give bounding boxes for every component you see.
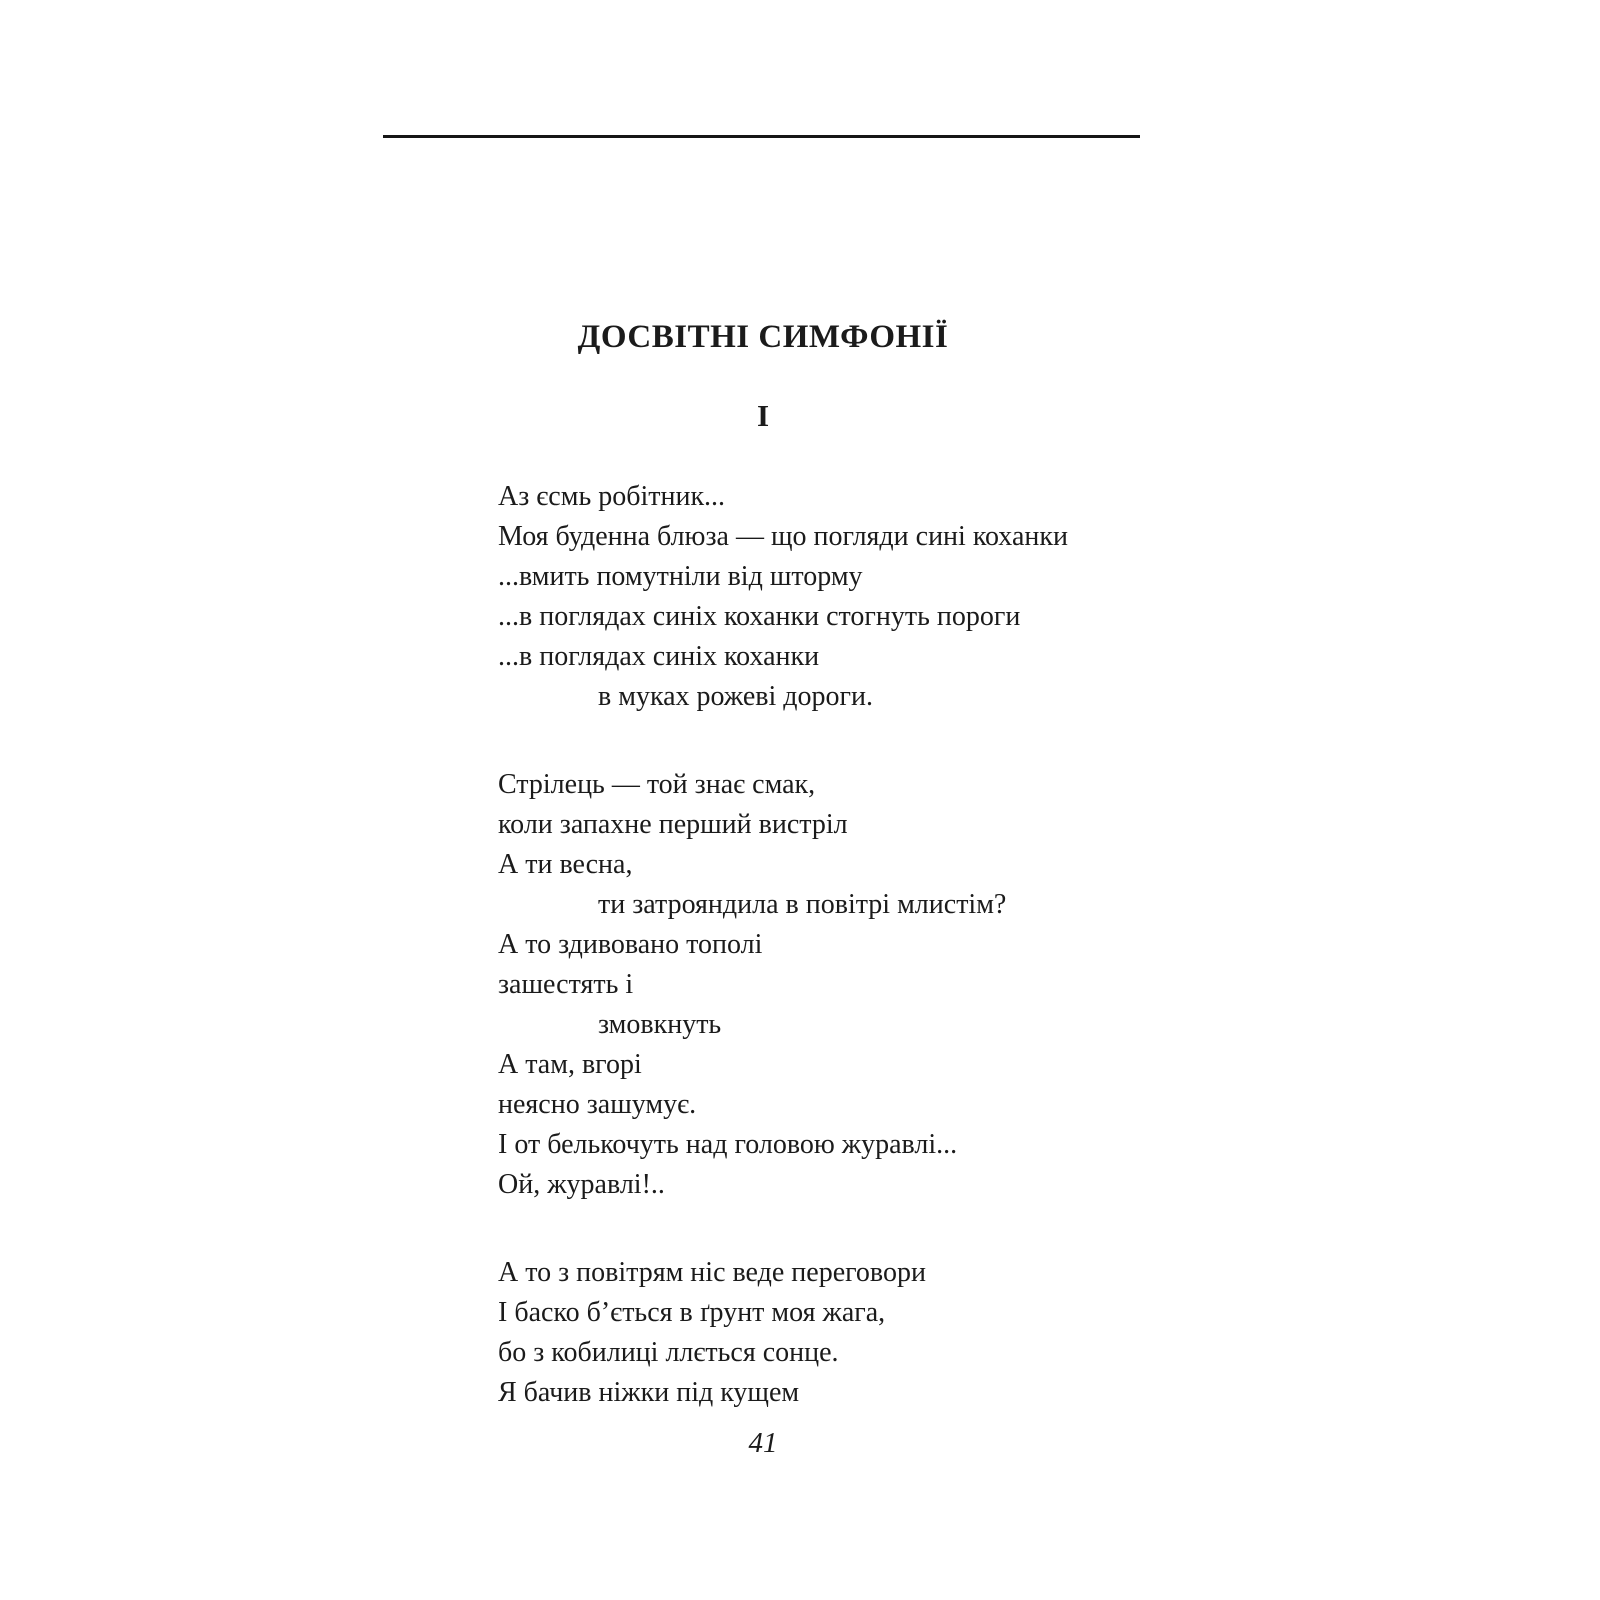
poem-title: ДОСВІТНІ СИМФОНІЇ <box>577 319 949 355</box>
poem-line: ти затрояндила в повітрі млистім? <box>598 889 1007 920</box>
poem-line: І баско б’ється в ґрунт моя жага, <box>498 1297 886 1328</box>
poem-line: змовкнуть <box>598 1009 722 1040</box>
poem-line: ...в поглядах синіх коханки стогнуть пороги <box>498 601 1021 632</box>
page-number: 41 <box>748 1427 778 1459</box>
poem-line: І от белькочуть над головою журавлі... <box>498 1129 958 1160</box>
poem-line: Стрілець — той знає смак, <box>498 769 816 800</box>
poem-line: А то з повітрям ніс веде переговори <box>498 1257 926 1288</box>
poem-line: Ой, журавлі!.. <box>498 1169 665 1200</box>
poem-line: неясно зашумує. <box>498 1089 697 1120</box>
poem-line: А то здивовано тополі <box>498 929 763 960</box>
poem-line: Аз єсмь робітник... <box>498 481 726 512</box>
poem-line: ...вмить помутніли від шторму <box>498 561 863 592</box>
poem-line: Я бачив ніжки під кущем <box>498 1377 800 1408</box>
poem-line: Моя буденна блюза — що погляди сині коханки <box>498 521 1068 552</box>
poem-line: ...в поглядах синіх коханки <box>498 641 820 672</box>
poem-body <box>498 477 1178 1413</box>
stanza-1 <box>498 477 1178 717</box>
poem-line: зашестять і <box>498 969 634 1000</box>
poem-line: А ти весна, <box>498 849 633 880</box>
section-number: I <box>756 398 770 433</box>
poem-line: А там, вгорі <box>498 1049 642 1080</box>
header-rule <box>383 135 1140 138</box>
poem-line: бо з кобилиці ллється сонце. <box>498 1337 839 1368</box>
poem-line: в муках рожеві дороги. <box>598 681 873 712</box>
poem-line: коли запахне перший вистріл <box>498 809 848 840</box>
stanza-3 <box>498 1253 1178 1413</box>
stanza-2 <box>498 765 1178 1205</box>
